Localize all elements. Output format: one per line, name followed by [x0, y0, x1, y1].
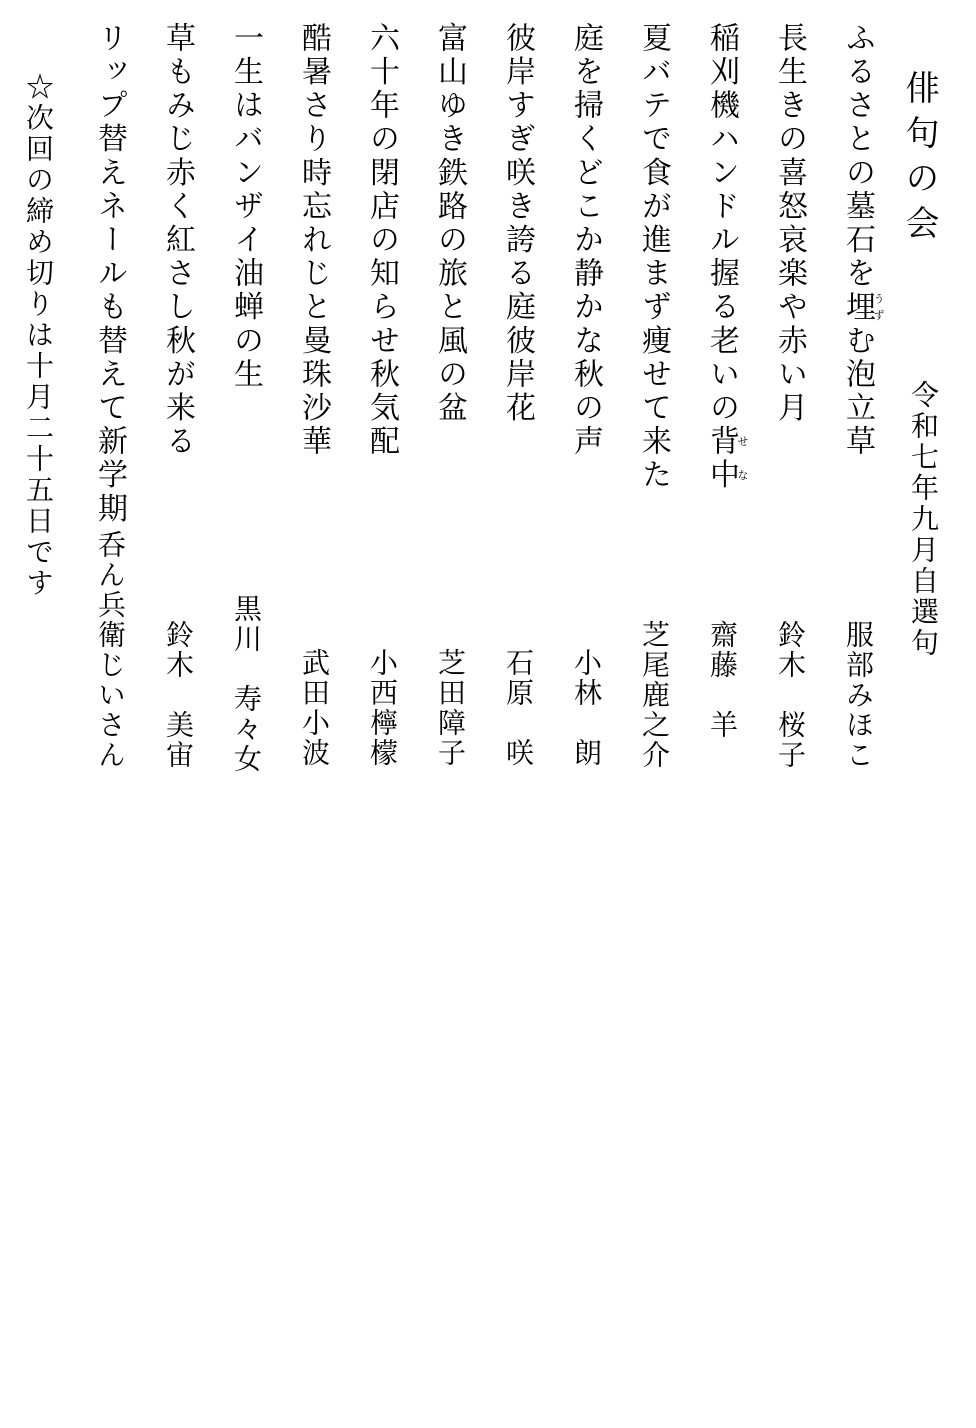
page-title: 俳句の会 — [899, 70, 939, 250]
author-12: 呑ん兵衛じいさん — [94, 530, 127, 770]
haiku-text: む泡立草 — [840, 324, 875, 459]
haiku-7: 富山ゆき鉄路の旅と風の盆 — [432, 22, 467, 426]
author-9: 武田小波 — [298, 648, 331, 768]
author-7: 芝田障子 — [434, 648, 467, 768]
author-11: 鈴木 美宙 — [162, 620, 195, 770]
deadline-notice: ☆次回の締め切りは十月二十五日です — [22, 72, 55, 599]
author-5: 小林 朗 — [570, 648, 603, 768]
author-2: 鈴木 桜子 — [774, 620, 807, 770]
ruby-word: 埋うず — [840, 290, 885, 325]
haiku-text: 稲刈機ハンドル握る老いの — [704, 22, 739, 426]
haiku-6: 彼岸すぎ咲き誇る庭彼岸花 — [500, 22, 535, 426]
haiku-text: ふるさとの墓石を — [840, 22, 875, 291]
haiku-11: 草もみじ赤く紅さし秋が来る — [160, 22, 195, 459]
author-3: 齋藤 羊 — [706, 620, 739, 740]
author-8: 小西檸檬 — [366, 648, 399, 768]
haiku-4: 夏バテで食が進まず痩せて来た — [636, 22, 671, 493]
author-1: 服部みほこ — [842, 620, 875, 770]
haiku-8: 六十年の閉店の知らせ秋気配 — [364, 22, 399, 459]
author-6: 石原 咲 — [502, 648, 535, 768]
haiku-5: 庭を掃くどこか静かな秋の声 — [568, 22, 603, 459]
haiku-12: リップ替えネールも替えて新学期 — [92, 22, 127, 526]
haiku-10: 一生はバンザイ油蝉の生 — [228, 22, 263, 392]
date-heading: 令和七年九月自選句 — [907, 380, 940, 659]
author-4: 芝尾鹿之介 — [638, 620, 671, 770]
ruby-word: 背中せな — [704, 425, 749, 493]
haiku-2: 長生きの喜怒哀楽や赤い月 — [772, 22, 807, 426]
haiku-9: 酷暑さり時忘れじと曼珠沙華 — [296, 22, 331, 459]
author-10: 黒川 寿々女 — [230, 594, 263, 774]
